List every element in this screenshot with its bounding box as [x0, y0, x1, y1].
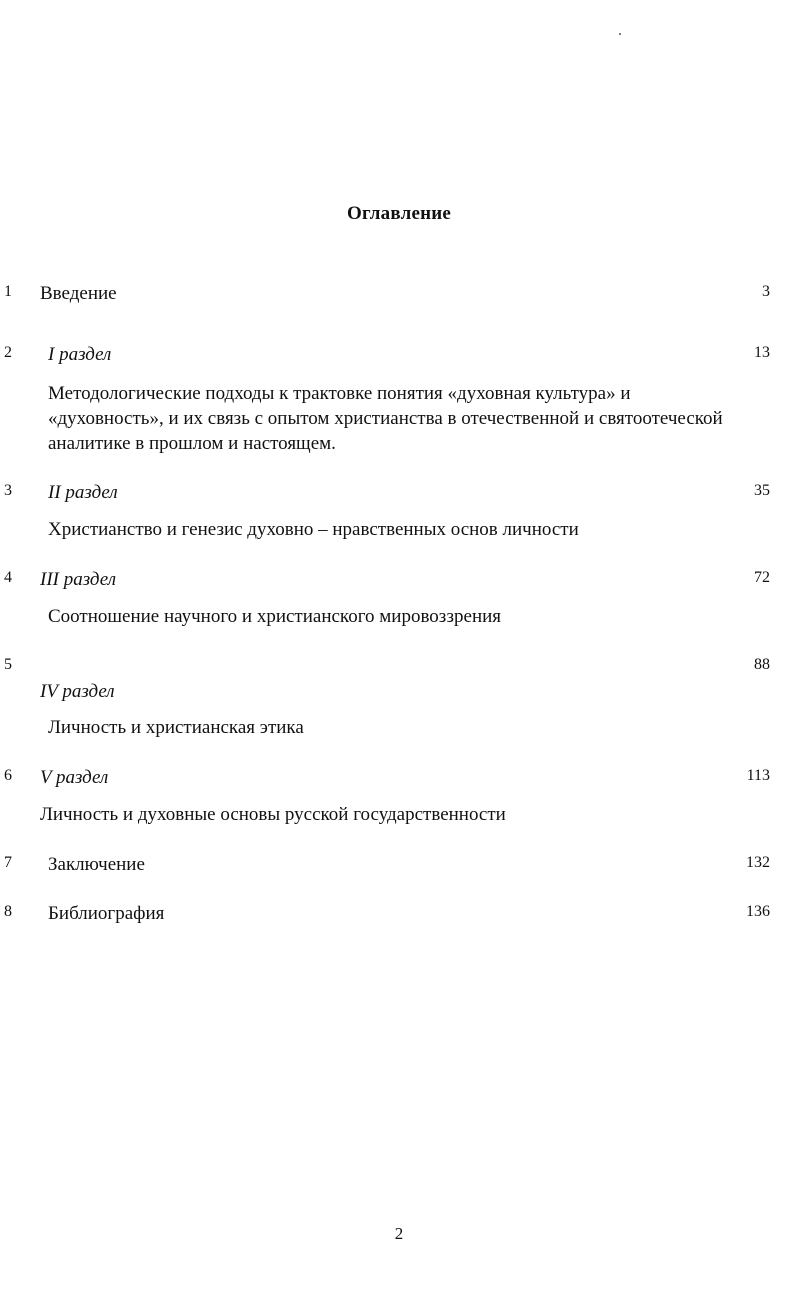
toc-page-number: 35 — [754, 482, 770, 499]
toc-page-number: 13 — [754, 344, 770, 361]
toc-section-label: III раздел — [40, 569, 116, 590]
toc-section-label: I раздел — [48, 344, 112, 365]
toc-page-number: 72 — [754, 569, 770, 586]
toc-page-number: 136 — [746, 903, 770, 920]
toc-number: 2 — [4, 344, 12, 361]
toc-number: 4 — [4, 569, 12, 586]
toc-number: 6 — [4, 767, 12, 784]
toc-number: 5 — [4, 656, 12, 673]
toc-heading-conclusion: Заключение — [48, 854, 145, 875]
toc-number: 8 — [4, 903, 12, 920]
speck-mark — [619, 33, 621, 35]
toc-page-number: 88 — [754, 656, 770, 673]
toc-section-description: Христианство и генезис духовно – нравственных основ личности — [48, 519, 579, 540]
toc-number: 3 — [4, 482, 12, 499]
toc-heading-introduction: Введение — [40, 283, 117, 304]
toc-page-number: 132 — [746, 854, 770, 871]
toc-section-label: IV раздел — [40, 681, 115, 702]
toc-page-number: 3 — [762, 283, 770, 300]
toc-section-description: Личность и христианская этика — [48, 717, 304, 738]
toc-number: 7 — [4, 854, 12, 871]
toc-section-description: Личность и духовные основы русской государственности — [40, 804, 506, 825]
page-title: Оглавление — [346, 203, 452, 224]
toc-section-label: V раздел — [40, 767, 109, 788]
toc-heading-bibliography: Библиография — [48, 903, 165, 924]
toc-number: 1 — [4, 283, 12, 300]
footer-page-number: 2 — [394, 1224, 404, 1243]
toc-section-description: Методологические подходы к трактовке понятия «духовная культура» и «духовность», и их связь с опытом христианства в отечественной и святоотеческой аналитике в прошлом и настоящем. — [48, 383, 723, 454]
toc-section-label: II раздел — [48, 482, 118, 503]
toc-section-description: Соотношение научного и христианского мировоззрения — [48, 606, 502, 627]
toc-page-number: 113 — [746, 767, 770, 784]
